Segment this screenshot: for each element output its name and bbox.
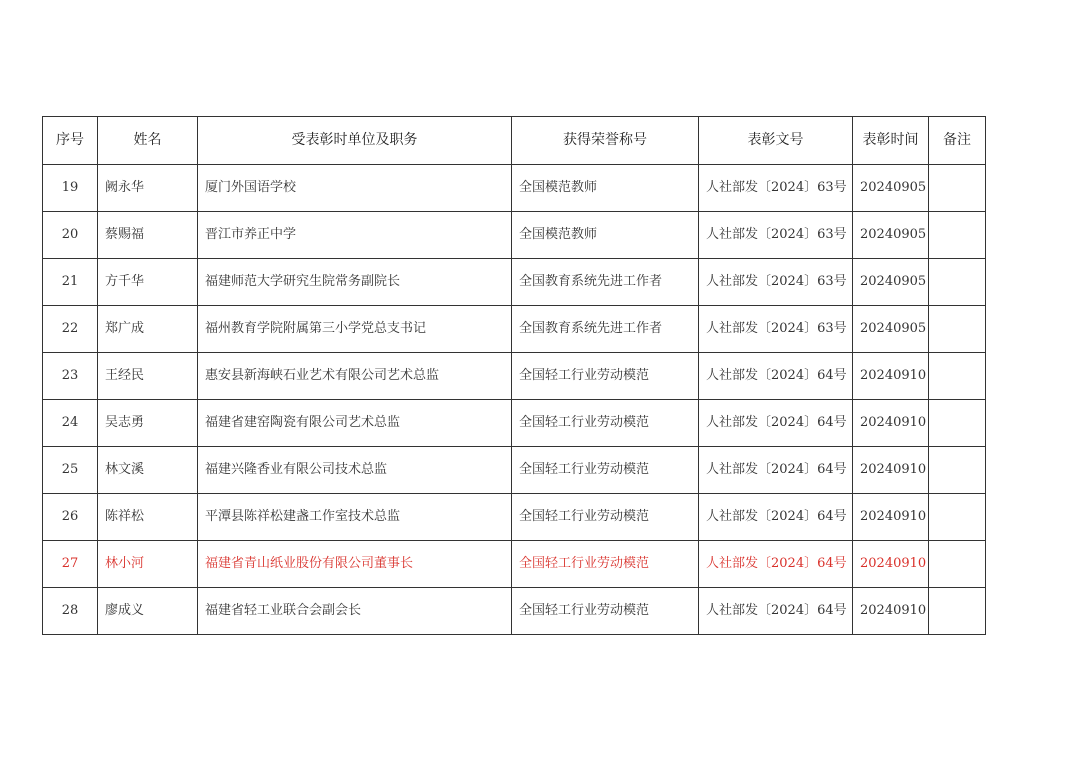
cell-name: 阙永华 <box>98 165 198 212</box>
cell-date: 20240905 <box>853 306 929 353</box>
cell-name: 吴志勇 <box>98 400 198 447</box>
cell-name: 方千华 <box>98 259 198 306</box>
honors-table <box>42 116 986 635</box>
cell-honor: 全国轻工行业劳动模范 <box>512 494 699 541</box>
cell-seq: 25 <box>43 447 98 494</box>
cell-seq: 22 <box>43 306 98 353</box>
cell-doc: 人社部发〔2024〕63号 <box>699 259 853 306</box>
cell-doc: 人社部发〔2024〕64号 <box>699 588 853 635</box>
cell-seq: 19 <box>43 165 98 212</box>
header-row <box>43 117 986 165</box>
cell-date: 20240910 <box>853 353 929 400</box>
cell-date: 20240910 <box>853 494 929 541</box>
table-row <box>43 165 986 212</box>
cell-seq: 21 <box>43 259 98 306</box>
cell-date: 20240910 <box>853 588 929 635</box>
table-row <box>43 212 986 259</box>
cell-unit: 福州教育学院附属第三小学党总支书记 <box>198 306 512 353</box>
cell-note <box>929 588 986 635</box>
cell-note <box>929 541 986 588</box>
cell-name: 林文溪 <box>98 447 198 494</box>
cell-note <box>929 447 986 494</box>
cell-date: 20240910 <box>853 400 929 447</box>
cell-name: 廖成义 <box>98 588 198 635</box>
cell-name: 郑广成 <box>98 306 198 353</box>
cell-doc: 人社部发〔2024〕64号 <box>699 541 853 588</box>
cell-doc: 人社部发〔2024〕64号 <box>699 400 853 447</box>
cell-note <box>929 165 986 212</box>
cell-unit: 惠安县新海峡石业艺术有限公司艺术总监 <box>198 353 512 400</box>
cell-seq: 28 <box>43 588 98 635</box>
cell-honor: 全国轻工行业劳动模范 <box>512 353 699 400</box>
cell-honor: 全国轻工行业劳动模范 <box>512 588 699 635</box>
table-body <box>43 165 986 635</box>
cell-date: 20240910 <box>853 541 929 588</box>
table-row <box>43 541 986 588</box>
cell-unit: 福建省建窑陶瓷有限公司艺术总监 <box>198 400 512 447</box>
cell-honor: 全国轻工行业劳动模范 <box>512 400 699 447</box>
table-row <box>43 353 986 400</box>
header-unit: 受表彰时单位及职务 <box>198 117 512 165</box>
cell-name: 陈祥松 <box>98 494 198 541</box>
cell-doc: 人社部发〔2024〕63号 <box>699 306 853 353</box>
header-seq: 序号 <box>43 117 98 165</box>
cell-unit: 福建师范大学研究生院常务副院长 <box>198 259 512 306</box>
cell-date: 20240905 <box>853 212 929 259</box>
cell-seq: 24 <box>43 400 98 447</box>
header-doc-number: 表彰文号 <box>699 117 853 165</box>
cell-honor: 全国轻工行业劳动模范 <box>512 541 699 588</box>
header-note: 备注 <box>929 117 986 165</box>
cell-name: 林小河 <box>98 541 198 588</box>
header-date: 表彰时间 <box>853 117 929 165</box>
cell-doc: 人社部发〔2024〕63号 <box>699 212 853 259</box>
header-honor: 获得荣誉称号 <box>512 117 699 165</box>
cell-note <box>929 259 986 306</box>
table-row <box>43 447 986 494</box>
cell-note <box>929 353 986 400</box>
cell-name: 蔡赐福 <box>98 212 198 259</box>
cell-note <box>929 306 986 353</box>
cell-date: 20240910 <box>853 447 929 494</box>
cell-honor: 全国模范教师 <box>512 212 699 259</box>
cell-honor: 全国轻工行业劳动模范 <box>512 447 699 494</box>
cell-seq: 23 <box>43 353 98 400</box>
cell-note <box>929 212 986 259</box>
cell-unit: 平潭县陈祥松建盏工作室技术总监 <box>198 494 512 541</box>
cell-unit: 晋江市养正中学 <box>198 212 512 259</box>
header-name: 姓名 <box>98 117 198 165</box>
table-row <box>43 400 986 447</box>
table-row <box>43 306 986 353</box>
table-row <box>43 588 986 635</box>
cell-seq: 20 <box>43 212 98 259</box>
cell-doc: 人社部发〔2024〕64号 <box>699 353 853 400</box>
cell-unit: 厦门外国语学校 <box>198 165 512 212</box>
cell-doc: 人社部发〔2024〕64号 <box>699 494 853 541</box>
cell-honor: 全国教育系统先进工作者 <box>512 259 699 306</box>
cell-date: 20240905 <box>853 165 929 212</box>
cell-seq: 26 <box>43 494 98 541</box>
cell-honor: 全国模范教师 <box>512 165 699 212</box>
cell-unit: 福建省轻工业联合会副会长 <box>198 588 512 635</box>
cell-name: 王经民 <box>98 353 198 400</box>
cell-note <box>929 400 986 447</box>
cell-unit: 福建兴隆香业有限公司技术总监 <box>198 447 512 494</box>
cell-honor: 全国教育系统先进工作者 <box>512 306 699 353</box>
cell-doc: 人社部发〔2024〕63号 <box>699 165 853 212</box>
cell-unit: 福建省青山纸业股份有限公司董事长 <box>198 541 512 588</box>
cell-note <box>929 494 986 541</box>
cell-date: 20240905 <box>853 259 929 306</box>
cell-seq: 27 <box>43 541 98 588</box>
table-row <box>43 259 986 306</box>
table-row <box>43 494 986 541</box>
cell-doc: 人社部发〔2024〕64号 <box>699 447 853 494</box>
